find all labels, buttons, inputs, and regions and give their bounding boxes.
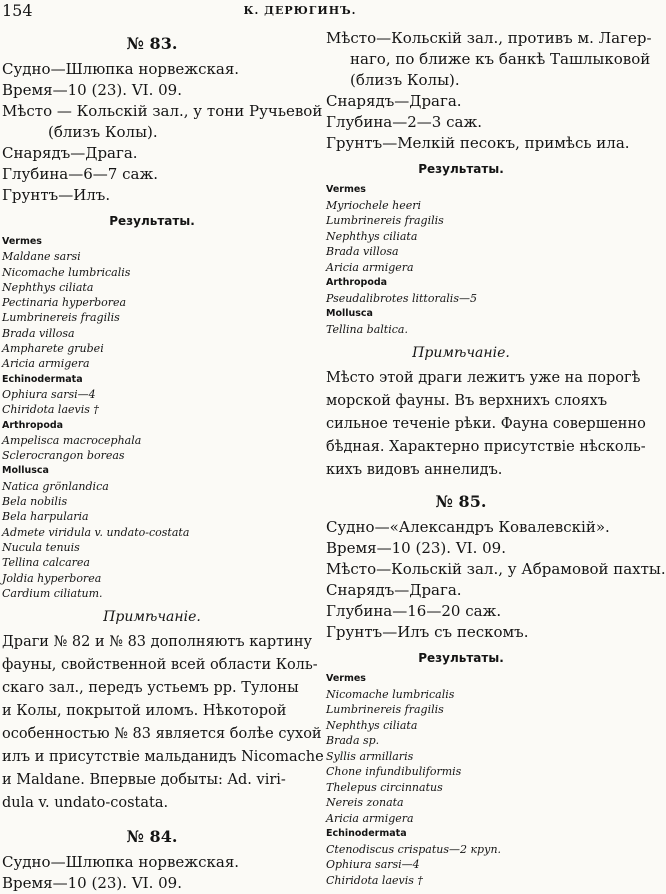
note-line: dula v. undato-costata. <box>2 795 169 812</box>
species-entry: Tellina baltica. <box>326 322 408 336</box>
species-entry: Aricia armigera <box>2 357 90 371</box>
species-entry: Cardium ciliatum. <box>2 586 103 600</box>
station-83-results-heading: Результаты. <box>109 214 195 228</box>
species-entry: Lumbrinereis fragilis <box>326 214 444 227</box>
species-entry: Nicomache lumbricalis <box>326 687 455 701</box>
species-entry: Aricia armigera <box>326 811 414 825</box>
species-entry: Chiridota laevis † <box>326 873 423 887</box>
station-83-note <box>2 631 324 815</box>
station-85-results-heading: Результаты. <box>418 651 504 665</box>
page-number: 154 <box>2 1 33 20</box>
species-entry: Chone infundibuliformis <box>326 765 462 778</box>
note-line: илъ и присутствіе мальданидъ Nicomache <box>2 749 324 766</box>
station-83-place: Мѣсто — Кольскій зал., у тони Ручьевой <box>2 102 323 120</box>
station-83-depth: Глубина—6—7 саж. <box>2 165 159 183</box>
species-entry: Lumbrinereis fragilis <box>326 703 444 716</box>
note-line: особенностью № 83 является болѣе сухой <box>2 726 322 743</box>
species-entry: Nicomache lumbricalis <box>2 265 131 279</box>
species-entry: Pseudalibrotes littoralis—5 <box>326 291 477 305</box>
note-line: Мѣсто этой драги лежитъ уже на порогѣ <box>326 370 641 386</box>
species-group: Echinodermata <box>2 373 83 385</box>
station-85-time: Время—10 (23). VI. 09. <box>326 539 506 557</box>
species-group: Vermes <box>2 236 42 247</box>
station-84-time: Время—10 (23). VI. 09. <box>2 874 182 893</box>
species-entry: Admete viridula v. undato-costata <box>2 525 190 539</box>
species-entry: Tellina calcarea <box>2 556 90 570</box>
species-entry: Ampharete grubei <box>2 342 104 356</box>
station-83-vessel: Судно—Шлюпка норвежская. <box>2 60 240 78</box>
station-85-vessel: Судно—«Александръ Ковалевскій». <box>326 518 610 536</box>
species-entry: Nephthys ciliata <box>326 229 418 243</box>
species-entry: Nereis zonata <box>326 796 404 809</box>
species-entry: Ctenodiscus crispatus—2 круп. <box>326 842 502 856</box>
station-84-results-heading: Результаты. <box>418 162 504 176</box>
station-85-gear: Снарядъ—Драга. <box>326 581 462 599</box>
species-group: Echinodermata <box>326 828 407 839</box>
station-84-species-list <box>326 182 596 337</box>
left-column <box>2 30 324 894</box>
species-entry: Joldia hyperborea <box>2 571 102 585</box>
station-83-title: № 83. <box>126 34 178 53</box>
species-entry: Lumbrinereis fragilis <box>2 311 120 325</box>
note-line: и Maldane. Впервые добыты: Ad. viri- <box>2 772 286 789</box>
species-entry: Brada villosa <box>2 326 75 340</box>
species-group: Mollusca <box>326 308 373 319</box>
species-entry: Brada villosa <box>326 245 399 258</box>
species-entry: Brada sp. <box>326 734 380 747</box>
species-entry: Natica grönlandica <box>2 479 109 493</box>
species-group: Vermes <box>326 184 366 195</box>
station-84-vessel: Судно—Шлюпка норвежская. <box>2 853 240 872</box>
station-85-depth: Глубина—16—20 саж. <box>326 602 502 620</box>
species-entry: Ophiura sarsi—4 <box>2 387 96 401</box>
station-85-ground: Грунтъ—Илъ съ пескомъ. <box>326 623 529 641</box>
station-83-place-cont: (близъ Колы). <box>48 123 158 141</box>
species-group: Vermes <box>326 673 366 684</box>
species-entry: Ophiura sarsi—4 <box>326 858 420 871</box>
species-entry: Aricia armigera <box>326 260 414 274</box>
note-line: Драги № 82 и № 83 дополняютъ картину <box>2 634 313 651</box>
station-84-gear: Снарядъ—Драга. <box>326 92 462 110</box>
species-entry: Sclerocrangon boreas <box>2 449 125 463</box>
station-84-depth: Глубина—2—3 саж. <box>326 113 483 131</box>
station-83-ground: Грунтъ—Илъ. <box>2 186 111 204</box>
species-group: Mollusca <box>2 465 49 477</box>
species-entry: Nucula tenuis <box>2 540 80 554</box>
station-85-place: Мѣсто—Кольскій зал., у Абрамовой пахты. <box>326 560 666 578</box>
station-83-gear: Снарядъ—Драга. <box>2 144 138 162</box>
species-group: Arthropoda <box>2 419 64 431</box>
species-entry: Syllis armillaris <box>326 749 414 763</box>
station-84-ground: Грунтъ—Мелкій песокъ, примѣсь ила. <box>326 134 630 152</box>
station-84-place-cont: (близъ Колы). <box>350 71 460 89</box>
species-entry: Nephthys ciliata <box>2 280 94 294</box>
running-head: К. ДЕРЮГИНЪ. <box>243 4 357 17</box>
species-entry: Nephthys ciliata <box>326 718 418 732</box>
species-entry: Thelepus circinnatus <box>326 780 443 794</box>
note-line: скаго зал., передъ устьемъ рр. Тулоны <box>2 680 299 697</box>
species-entry: Pectinaria hyperborea <box>2 296 127 310</box>
species-entry: Ampelisca macrocephala <box>2 433 142 447</box>
note-line: и Колы, покрытой иломъ. Нѣкоторой <box>2 703 287 720</box>
station-84-note <box>326 367 646 482</box>
species-entry: Maldane sarsi <box>2 250 81 264</box>
species-entry: Myriochele heeri <box>326 198 422 212</box>
station-85-species-list <box>326 671 596 888</box>
station-83-note-heading: Примѣчаніе. <box>103 609 201 626</box>
page-header <box>0 0 600 22</box>
species-entry: Bela harpularia <box>2 510 89 524</box>
station-83-species-list <box>2 234 302 601</box>
station-83-time: Время—10 (23). VI. 09. <box>2 81 182 99</box>
station-84-title: № 84. <box>126 827 178 847</box>
note-line: фауны, свойственной всей области Коль- <box>2 657 318 674</box>
species-group: Arthropoda <box>326 277 388 288</box>
species-entry: Chiridota laevis † <box>2 403 99 417</box>
note-line: кихъ видовъ аннелидъ. <box>326 462 503 478</box>
station-84-note-heading: Примѣчаніе. <box>412 345 510 361</box>
station-85-title: № 85. <box>435 492 487 511</box>
right-column <box>326 28 666 888</box>
species-entry: Bela nobilis <box>2 495 68 509</box>
note-line: сильное теченіе рѣки. Фауна совершенно <box>326 416 646 432</box>
station-84-place-cont: наго, по ближе къ банкѣ Ташлыковой <box>350 50 651 68</box>
station-84-place: Мѣсто—Кольскій зал., противъ м. Лагер- <box>326 29 652 47</box>
note-line: бѣдная. Характерно присутствіе нѣсколь- <box>326 439 646 455</box>
note-line: морской фауны. Въ верхнихъ слояхъ <box>326 393 608 409</box>
